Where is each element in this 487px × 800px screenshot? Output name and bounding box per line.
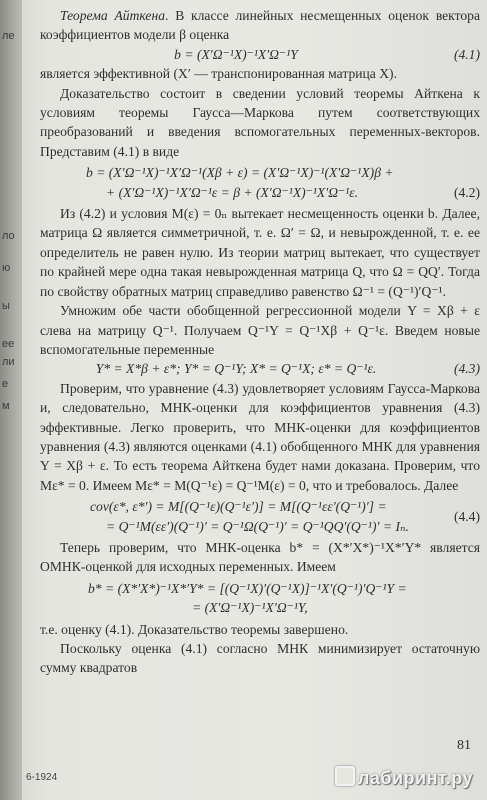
equation-line: b = (X′Ω⁻¹X)⁻¹X′Ω⁻¹(Xβ + ε) = (X′Ω⁻¹X)⁻¹(X′Ω⁻¹X)β + (86, 165, 394, 181)
edge-fragment: м (2, 400, 10, 412)
equation-number: (4.4) (453, 508, 480, 524)
equation-number: (4.2) (453, 184, 480, 200)
equation-4-3 (40, 359, 480, 378)
equation-4-5 (40, 579, 480, 618)
theorem-text: . В классе линейных несмещенных оценок вектора коэффициентов модели β оценка (40, 8, 480, 43)
paragraph-residual-sum: Поскольку оценка (4.1) согласно МНК минимизирует остаточную сумму квадратов (40, 641, 480, 676)
page-number: 81 (457, 738, 471, 753)
edge-fragment: е (2, 378, 9, 390)
paragraph-omnk: Теперь проверим, что МНК-оценка b* = (X*′X*)⁻¹X*′Y* является ОМНК-оценкой для исходных переменных. Имеем (40, 539, 480, 575)
equation-4-4 (40, 497, 480, 536)
paragraph-efficiency: является эффективной (X′ — транспонированная матрица X). (40, 66, 397, 82)
print-signature: 6-1924 (26, 772, 58, 783)
edge-fragment: ле (2, 30, 15, 42)
equation-line: = Q⁻¹M(εε′)(Q⁻¹)′ = Q⁻¹Ω(Q⁻¹)′ = Q⁻¹QQ′(Q⁻¹)′ = Iₙ. (106, 518, 409, 534)
edge-fragment: ее (2, 338, 15, 350)
equation-number: (4.1) (453, 46, 480, 62)
equation-number: (4.3) (453, 361, 480, 377)
labirint-logo-icon (335, 766, 355, 786)
paragraph-multiply: Умножим обе части обобщенной регрессионной модели Y = Xβ + ε слева на матрицу Q⁻¹. Получаем Q⁻¹Y = Q⁻¹Xβ + Q⁻¹ε. Введем новые вспомогательные переменные (40, 303, 480, 357)
book-page (22, 0, 487, 800)
paragraph-check-gauss-markov: Проверим, что уравнение (4.3) удовлетворяет условиям Гаусса-Маркова и, следовательно, МНК-оценки для коэффициентов уравнения (4.3) эффективные. Легко проверить, что МНК-оценки для коэффициентов уравнения (4.3) являются оценками (4.1) обобщенного МНК для уравнения Y = Xβ + ε. То есть теорема Айткена будет нами доказана. Проверим, что Mε* = 0. Имеем Mε* = M(Q⁻¹ε) = Q⁻¹M(ε) = 0, что и требовалось. Далее (40, 380, 480, 493)
equation-body: b = (X′Ω⁻¹X)⁻¹X′Ω⁻¹Y (174, 46, 298, 62)
equation-line: = (X′Ω⁻¹X)⁻¹X′Ω⁻¹Y, (192, 600, 308, 616)
watermark-text: лабиринт.ру (357, 768, 473, 788)
equation-body: Y* = X*β + ε*; Y* = Q⁻¹Y; X* = Q⁻¹X; ε* = Q⁻¹ε. (95, 361, 377, 377)
equation-line: cov(ε*, ε*′) = M[(Q⁻¹ε)(Q⁻¹ε′)] = M[(Q⁻¹εε′(Q⁻¹)′] = (90, 499, 387, 515)
watermark (335, 766, 473, 789)
edge-fragment: ли (2, 356, 15, 368)
equation-4-1 (40, 45, 480, 64)
page-text (40, 6, 480, 678)
paragraph-unbiasedness: Из (4.2) и условия M(ε) = 0ₙ вытекает несмещенность оценки b. Далее, матрица Ω является симметричной, т. е. Ω′ = Ω, и невырожденной, т. е. ее определитель не равен нулю. Из теории матриц вытекает, что существует по крайней мере одна такая невырожденная матрица Q, что Ω = QQ′. Тогда по свойству обратных матриц справедливо равенство Ω⁻¹ = (Q⁻¹)′Q⁻¹. (40, 206, 480, 299)
theorem-title: Теорема Айткена (60, 8, 165, 23)
theorem-paragraph (40, 6, 480, 45)
paragraph-conclusion: т.е. оценку (4.1). Доказательство теоремы завершено. (40, 621, 349, 637)
paragraph-proof-intro: Доказательство состоит в сведении условий теоремы Айткена к условиям теоремы Гаусса—Маркова путем соответствующих преобразований и введения вспомогательных переменных-векторов. Представим (4.1) в виде (40, 85, 480, 159)
edge-fragment: ы (2, 300, 10, 312)
equation-line: + (X′Ω⁻¹X)⁻¹X′Ω⁻¹ε = β + (X′Ω⁻¹X)⁻¹X′Ω⁻¹ε. (106, 184, 359, 200)
adjacent-page-edge (0, 0, 22, 800)
equation-line: b* = (X*′X*)⁻¹X*′Y* = [(Q⁻¹X)′(Q⁻¹X)]⁻¹X′(Q⁻¹)′Q⁻¹Y = (88, 580, 407, 596)
edge-fragment: ю (2, 262, 11, 274)
edge-fragment: ло (2, 230, 15, 242)
equation-4-2 (40, 163, 480, 202)
